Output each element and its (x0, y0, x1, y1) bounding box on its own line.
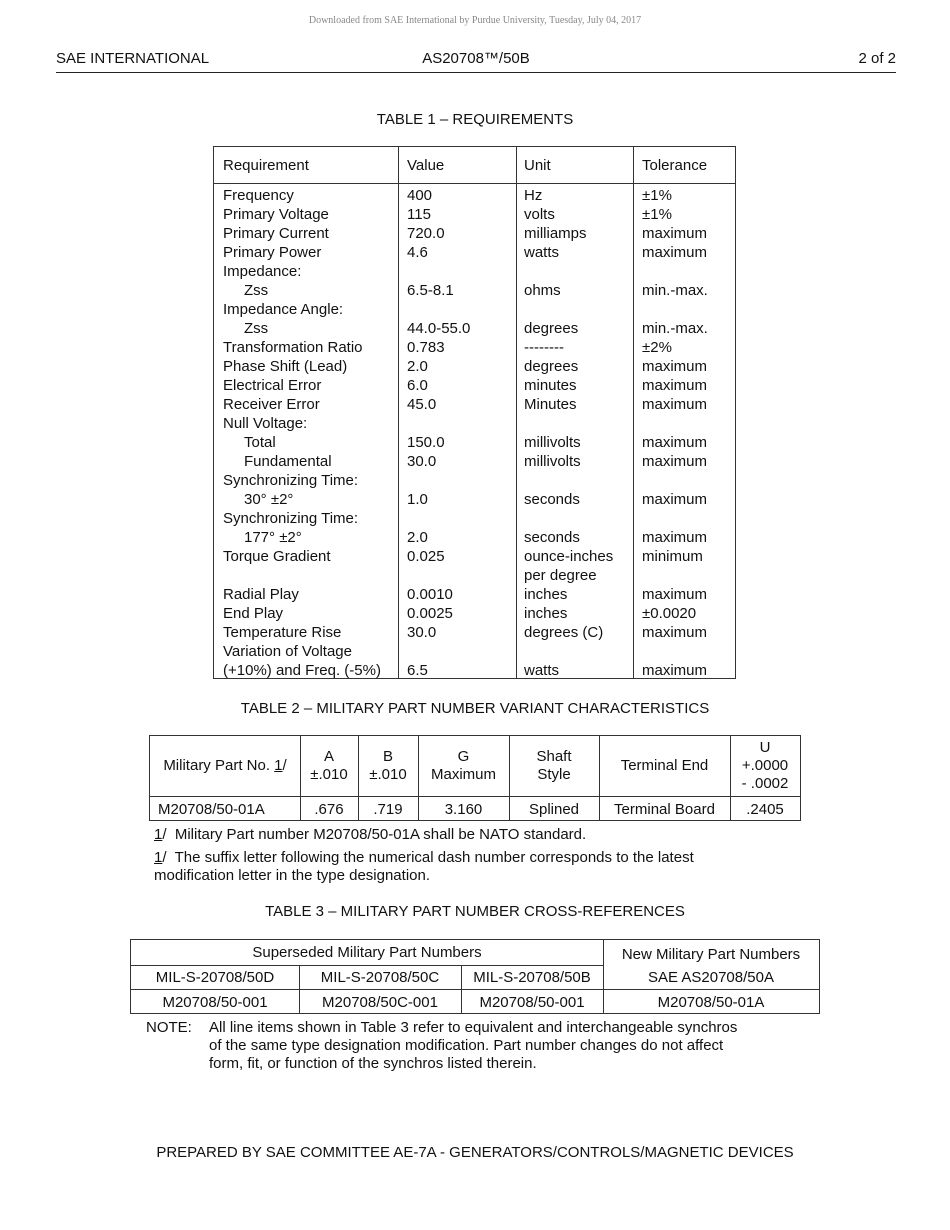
cell-tolerance: ±1% (642, 206, 672, 223)
cell-requirement: Total (244, 434, 276, 451)
cell-value: 44.0-55.0 (407, 320, 471, 337)
cell-unit: degrees (524, 358, 579, 375)
page-header (56, 50, 896, 73)
cell-requirement: Receiver Error (223, 396, 320, 413)
cell-value: 6.5 (407, 662, 428, 679)
footnote-ref: 1 (274, 757, 283, 774)
cell-tolerance: ±2% (642, 339, 672, 356)
table3-title: TABLE 3 – MILITARY PART NUMBER CROSS-REFERENCES (265, 903, 685, 920)
cell-requirement: Primary Current (223, 225, 329, 242)
cell-requirement: Primary Power (223, 244, 322, 261)
header-shaft-style: Shaft Style (536, 748, 572, 783)
cell-unit: millivolts (524, 453, 581, 470)
cell-requirement: End Play (223, 605, 284, 622)
cell-requirement: Zss (244, 320, 269, 337)
cell-unit: milliamps (524, 225, 587, 242)
cell-value: 0.0010 (407, 586, 453, 603)
header-a: A ±.010 (310, 748, 348, 783)
cell-value: 6.0 (407, 377, 428, 394)
cell-tolerance: maximum (642, 662, 708, 679)
cell-tolerance: maximum (642, 225, 708, 242)
cell-value: 115 (407, 206, 431, 223)
cell-tolerance: maximum (642, 453, 708, 470)
cell-tolerance: ±1% (642, 187, 672, 204)
cell-requirement: Radial Play (223, 586, 299, 603)
header-divider (214, 183, 735, 184)
cell-tolerance: maximum (642, 358, 708, 375)
cell-tolerance: maximum (642, 586, 708, 603)
cell-unit: Minutes (524, 396, 577, 413)
cell-value: 0.025 (407, 548, 445, 565)
cell-part-no: M20708/50-01A (158, 800, 265, 818)
document-number: AS20708™/50B (422, 50, 530, 67)
header-unit: Unit (524, 157, 551, 174)
cell-requirement: Fundamental (244, 453, 332, 470)
download-notice: Downloaded from SAE International by Purdue University, Tuesday, July 04, 2017 (308, 15, 642, 26)
table2-title: TABLE 2 – MILITARY PART NUMBER VARIANT CHARACTERISTICS (240, 700, 710, 717)
cell-requirement: Transformation Ratio (223, 339, 363, 356)
cell-unit: Hz (524, 187, 543, 204)
cell-unit: watts (524, 244, 560, 261)
note-label: NOTE: (146, 1019, 192, 1036)
cell-unit: inches (524, 586, 568, 603)
spec-cell: MIL-S-20708/50C (320, 968, 440, 986)
cell-tolerance: maximum (642, 434, 708, 451)
cell-value: 400 (407, 187, 433, 204)
cell-unit: millivolts (524, 434, 581, 451)
superseded-header: Superseded Military Part Numbers (252, 944, 482, 961)
cell-unit: seconds (524, 491, 580, 508)
publisher: SAE INTERNATIONAL (56, 50, 210, 67)
cell-requirement: (+10%) and Freq. (-5%) (223, 662, 381, 679)
cell-tolerance: maximum (642, 377, 708, 394)
cell-shaft: Splined (528, 800, 580, 818)
cell-tolerance: maximum (642, 244, 708, 261)
cell-unit: per degree (524, 567, 597, 584)
cell-tolerance: maximum (642, 529, 708, 546)
cell-tolerance: maximum (642, 396, 708, 413)
cell-g: 3.160 (444, 800, 483, 818)
cell-requirement: 30° ±2° (244, 491, 294, 508)
col-divider (516, 147, 517, 678)
cell-value: 720.0 (407, 225, 445, 242)
header-terminal-end: Terminal End (620, 757, 709, 774)
cell-value: 1.0 (407, 491, 428, 508)
cell-requirement: Frequency (223, 187, 294, 204)
cell-unit: ohms (524, 282, 561, 299)
table1-title: TABLE 1 – REQUIREMENTS (376, 111, 574, 128)
page-footer: PREPARED BY SAE COMMITTEE AE-7A - GENERATORS/CONTROLS/MAGNETIC DEVICES (156, 1144, 794, 1161)
cell-unit: inches (524, 605, 568, 622)
cell-value: 0.783 (407, 339, 445, 356)
cell-unit: degrees (C) (524, 624, 604, 641)
cell-requirement: Synchronizing Time: (223, 510, 359, 527)
cell-unit: seconds (524, 529, 580, 546)
cell-unit: -------- (524, 339, 564, 356)
cell-terminal: Terminal Board (614, 800, 715, 818)
cell-b: .719 (373, 800, 403, 818)
cell-requirement: Synchronizing Time: (223, 472, 359, 489)
cell-requirement: Primary Voltage (223, 206, 329, 223)
variant-table (149, 735, 801, 821)
cell-tolerance: maximum (642, 491, 708, 508)
cell-requirement: Torque Gradient (223, 548, 331, 565)
cell-requirement: Null Voltage: (223, 415, 308, 432)
cell-value: 30.0 (407, 624, 437, 641)
footnote-1: 1/ Military Part number M20708/50-01A shall be NATO standard. (154, 826, 587, 843)
cell-tolerance: ±0.0020 (642, 605, 697, 622)
cell-unit: ounce-inches (524, 548, 614, 565)
footnote-2: 1/ The suffix letter following the numerical dash number corresponds to the latest modification letter in the type designation. (154, 849, 694, 884)
cell-unit: degrees (524, 320, 579, 337)
page-number: 2 of 2 (858, 50, 896, 67)
cell-value: 150.0 (407, 434, 445, 451)
part-cell: M20708/50-001 (162, 993, 268, 1011)
cell-value: 30.0 (407, 453, 437, 470)
header-requirement: Requirement (223, 157, 309, 174)
cell-requirement: 177° ±2° (244, 529, 302, 546)
col-divider (398, 147, 399, 678)
cell-requirement: Impedance Angle: (223, 301, 344, 318)
cell-requirement: Impedance: (223, 263, 302, 280)
cell-value: 45.0 (407, 396, 437, 413)
cell-value: 2.0 (407, 358, 428, 375)
header-u: U +.0000 - .0002 (741, 739, 789, 792)
cell-value: 4.6 (407, 244, 428, 261)
cell-unit: volts (524, 206, 555, 223)
part-cell: M20708/50-001 (479, 993, 585, 1011)
cell-requirement: Zss (244, 282, 269, 299)
cell-tolerance: min.-max. (642, 320, 708, 337)
spec-cell: SAE AS20708/50A (648, 968, 774, 986)
spec-cell: MIL-S-20708/50B (473, 968, 591, 986)
cell-tolerance: maximum (642, 624, 708, 641)
cell-u: .2405 (746, 800, 784, 818)
cell-value: 0.0025 (407, 605, 453, 622)
cross-reference-table (130, 939, 820, 1014)
cell-unit: watts (524, 662, 560, 679)
cell-requirement: Variation of Voltage (223, 643, 352, 660)
cell-tolerance: minimum (642, 548, 703, 565)
header-part-no: Military Part No. 1/ (163, 757, 287, 774)
cell-value: 6.5-8.1 (407, 282, 454, 299)
header-tolerance: Tolerance (642, 157, 708, 174)
header-b: B ±.010 (369, 748, 407, 783)
cell-unit: minutes (524, 377, 577, 394)
spec-cell: MIL-S-20708/50D (155, 968, 275, 986)
note-text: All line items shown in Table 3 refer to equivalent and interchangeable synchros of the same type designation modification. Part number changes do not affect form, fit, or function of the synchros listed therein. (209, 1019, 738, 1072)
requirements-table (213, 146, 736, 679)
part-cell: M20708/50C-001 (322, 993, 438, 1011)
cell-a: .676 (314, 800, 344, 818)
new-header: New Military Part Numbers (621, 946, 801, 963)
cell-value: 2.0 (407, 529, 428, 546)
cell-requirement: Phase Shift (Lead) (223, 358, 348, 375)
cell-tolerance: min.-max. (642, 282, 708, 299)
header-g: G Maximum (430, 748, 496, 783)
header-value: Value (407, 157, 445, 174)
part-cell: M20708/50-01A (657, 993, 765, 1011)
cell-requirement: Electrical Error (223, 377, 322, 394)
col-divider (633, 147, 634, 678)
cell-requirement: Temperature Rise (223, 624, 342, 641)
